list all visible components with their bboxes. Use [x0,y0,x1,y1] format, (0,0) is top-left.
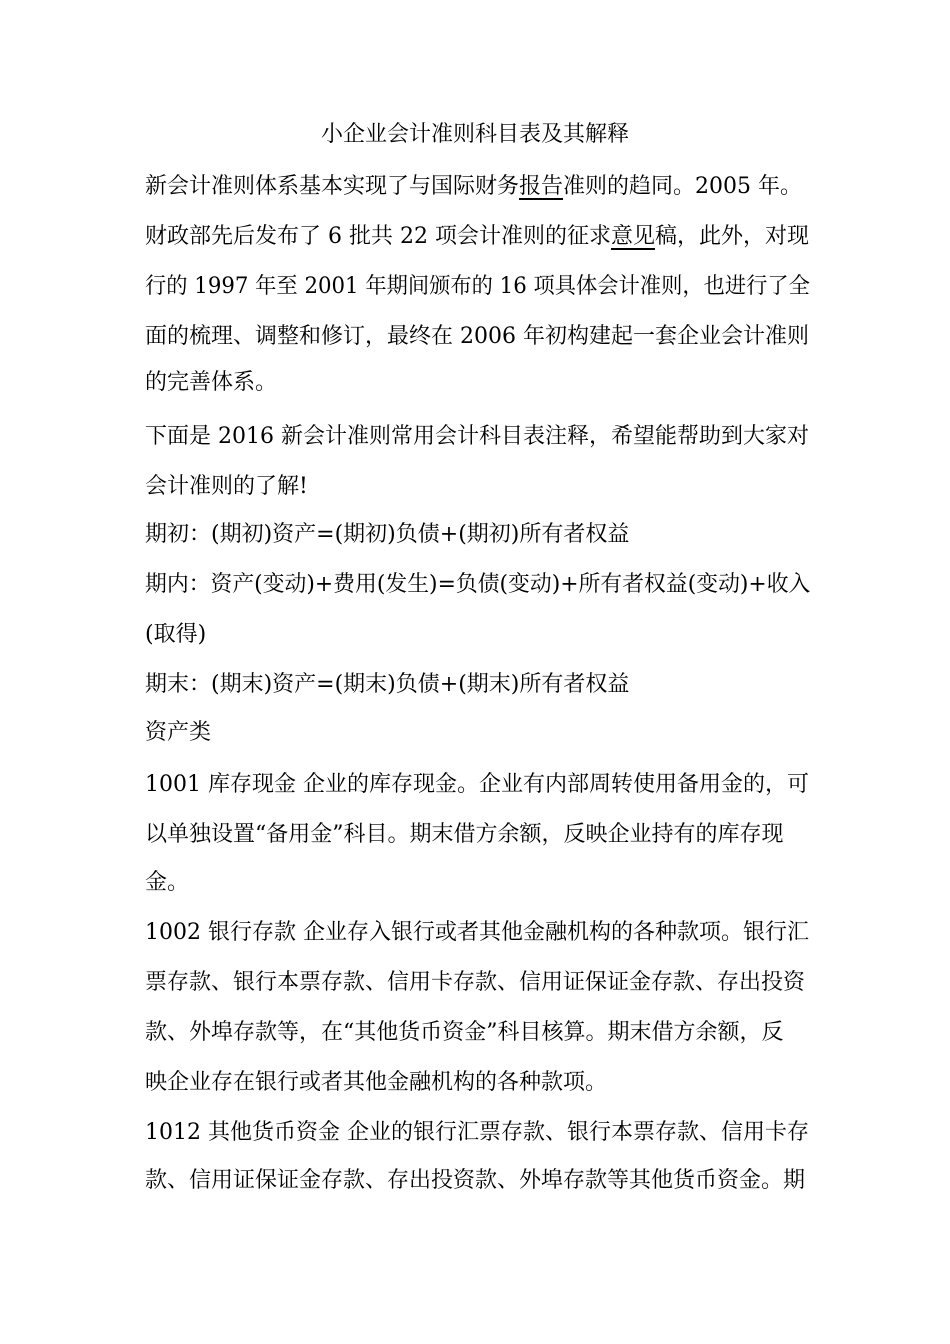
intro-text: 准则的趋同。2005 年。 [563,174,803,199]
report-link[interactable]: 报告 [519,174,564,199]
equation-end: 期末：(期末)资产=(期末)负债+(期末)所有者权益 [145,672,630,697]
account-1002-line-4: 映企业存在银行或者其他金融机构的各种款项。 [145,1070,608,1095]
intro-line-5: 的完善体系。 [145,370,278,395]
section-heading: 资产类 [145,720,212,745]
account-1002-line-2: 票存款、银行本票存款、信用卡存款、信用证保证金存款、存出投资 [145,970,806,995]
opinion-link[interactable]: 意见 [610,224,655,249]
paragraph-2-line-2: 会计准则的了解! [145,474,308,499]
equation-start: 期初：(期初)资产=(期初)负债+(期初)所有者权益 [145,522,630,547]
account-1012-line-1: 1012 其他货币资金 企业的银行汇票存款、银行本票存款、信用卡存 [145,1120,809,1145]
equation-during-line-1: 期内：资产(变动)+费用(发生)=负债(变动)+所有者权益(变动)+收入 [145,572,811,597]
account-1001-line-1: 1001 库存现金 企业的库存现金。企业有内部周转使用备用金的，可 [145,772,809,797]
intro-line-2 [145,222,810,252]
equation-during-line-2: (取得) [145,622,207,647]
account-1012-line-2: 款、信用证保证金存款、存出投资款、外埠存款等其他货币资金。期 [145,1168,806,1193]
intro-text: 财政部先后发布了 6 批共 22 项会计准则的征求 [145,224,611,249]
intro-text: 稿，此外，对现 [654,224,809,249]
account-1002-line-3: 款、外埠存款等，在“其他货币资金”科目核算。期末借方余额，反 [145,1020,784,1045]
account-1001-line-2: 以单独设置“备用金”科目。期末借方余额，反映企业持有的库存现 [145,822,784,847]
intro-line-4: 面的梳理、调整和修订，最终在 2006 年初构建起一套企业会计准则 [145,324,809,349]
intro-line-1 [145,172,810,202]
intro-line-3: 行的 1997 年至 2001 年期间颁布的 16 项具体会计准则，也进行了全 [145,274,810,299]
paragraph-2-line-1: 下面是 2016 新会计准则常用会计科目表注释，希望能帮助到大家对 [145,424,809,449]
intro-text: 新会计准则体系基本实现了与国际财务 [145,174,520,199]
account-1002-line-1: 1002 银行存款 企业存入银行或者其他金融机构的各种款项。银行汇 [145,920,809,945]
document-title: 小企业会计准则科目表及其解释 [320,122,629,147]
account-1001-line-3: 金。 [145,870,190,895]
